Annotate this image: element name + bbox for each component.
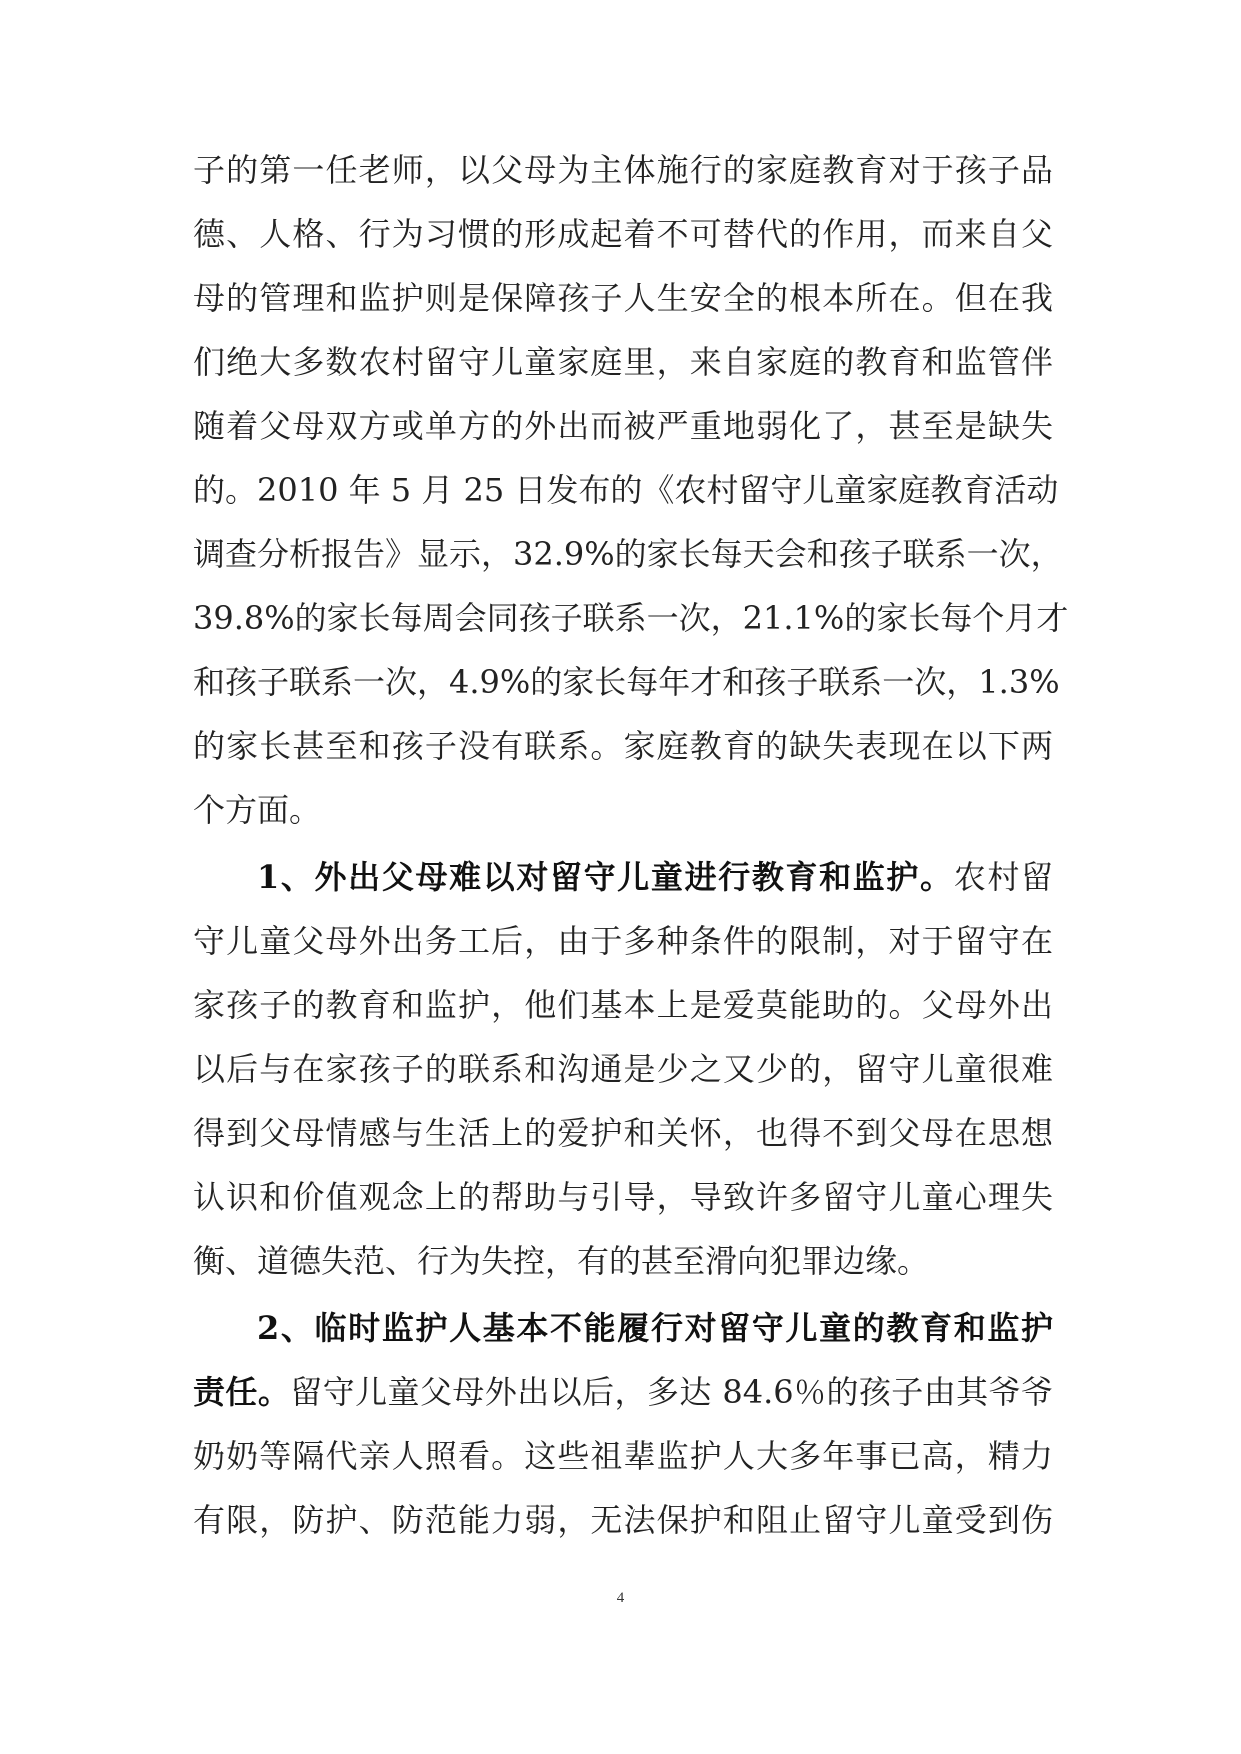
- section-1-heading: 1、外出父母难以对留守儿童进行教育和监护。: [257, 858, 954, 896]
- paragraph-line: 调查分析报告》显示，32.9%的家长每天会和孩子联系一次，: [193, 535, 1063, 573]
- paragraph-line: 有限，防护、防范能力弱，无法保护和阻止留守儿童受到伤: [193, 1501, 1053, 1539]
- page-number: 4: [616, 1590, 625, 1606]
- paragraph-line: 子的第一任老师，以父母为主体施行的家庭教育对于孩子品: [193, 151, 1053, 189]
- paragraph-line: 随着父母双方或单方的外出而被严重地弱化了，甚至是缺失: [193, 407, 1053, 445]
- section-2-heading-end: 责任。: [193, 1373, 291, 1411]
- section-2-text: 留守儿童父母外出以后，多达 84.6％的孩子由其爷爷: [290, 1373, 1053, 1411]
- section-2-heading: 2、临时监护人基本不能履行对留守儿童的教育和监护: [257, 1309, 1053, 1347]
- paragraph-line: 以后与在家孩子的联系和沟通是少之又少的，留守儿童很难: [193, 1050, 1053, 1088]
- paragraph-line: 德、人格、行为习惯的形成起着不可替代的作用，而来自父: [193, 215, 1053, 253]
- paragraph-line: 个方面。: [193, 791, 322, 829]
- paragraph-line: 39.8%的家长每周会同孩子联系一次，21.1%的家长每个月才: [193, 599, 1069, 637]
- section-1-first-line: [257, 845, 1053, 909]
- paragraph-line: 认识和价值观念上的帮助与引导，导致许多留守儿童心理失: [193, 1178, 1053, 1216]
- paragraph-line: 的家长甚至和孩子没有联系。家庭教育的缺失表现在以下两: [193, 727, 1053, 765]
- section-2-second-line: [193, 1360, 1053, 1424]
- paragraph-line: 们绝大多数农村留守儿童家庭里，来自家庭的教育和监管伴: [193, 343, 1053, 381]
- paragraph-line: 的。2010 年 5 月 25 日发布的《农村留守儿童家庭教育活动: [193, 471, 1059, 509]
- paragraph-line: 母的管理和监护则是保障孩子人生安全的根本所在。但在我: [193, 279, 1053, 317]
- section-1-text: 农村留: [953, 858, 1053, 896]
- paragraph-line: 和孩子联系一次，4.9%的家长每年才和孩子联系一次，1.3%: [193, 663, 1060, 701]
- paragraph-line: 奶奶等隔代亲人照看。这些祖辈监护人大多年事已高，精力: [193, 1437, 1053, 1475]
- paragraph-line: 衡、道德失范、行为失控，有的甚至滑向犯罪边缘。: [193, 1242, 930, 1280]
- paragraph-line: 守儿童父母外出务工后，由于多种条件的限制，对于留守在: [193, 922, 1053, 960]
- paragraph-line: 家孩子的教育和监护，他们基本上是爱莫能助的。父母外出: [193, 986, 1053, 1024]
- paragraph-line: 得到父母情感与生活上的爱护和关怀，也得不到父母在思想: [193, 1114, 1053, 1152]
